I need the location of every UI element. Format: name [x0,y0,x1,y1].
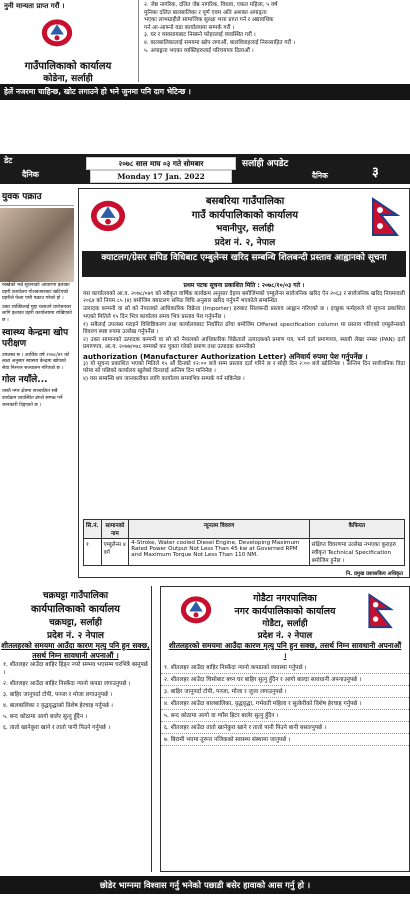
list-item: २. शीतलहर आउँदा बाहिर निस्कँदा न्यानो कपडा लगाउनुपर्छ । [3,681,131,687]
list-item: ६. तातो खानेकुरा खाने र तातो पानी पिउने गर्नुपर्छ । [3,725,111,731]
bl-municipality: चक्रघट्टा गाउँपालिका [42,591,109,601]
date-nepali: २०७८ साल माघ ०३ गते सोमबार [86,157,236,170]
spec-table [83,519,405,566]
top-office-name: गाउँपालिकाको कार्यालय [24,61,112,72]
bottom-left-notice [0,586,152,872]
notice-signatory: नि. प्रमुख प्रशासकिय अधिकृत [345,571,403,577]
header-left-label: डेट [4,156,13,165]
news-headline-gol: गोल नयाँले... [2,375,48,386]
date-english: Monday 17 Jan. 2022 [90,170,232,183]
br-municipality: गोडैटा नगरपालिका [253,593,317,604]
page-number: ३ [372,165,379,180]
notice-body [83,291,405,384]
table-header-cell: सामानको नाम [101,520,129,539]
notice-publish-date: प्रथम पटक सूचना प्रकाशित मिति : २०७८/१०/०३ गते । [183,282,305,289]
notice-paragraph: ४) यस सम्बन्धि थप जानकारीका लागि कार्यालय समयभित्र सम्पर्क गर्न सकिनेछ । [83,376,245,383]
list-item: गर्न आ-आफ्नो वडा कार्यालयमा सम्पर्क गरौं । [144,24,235,31]
news-photo [0,208,74,282]
list-item: ३. घर र व्यवसायबाट निस्कने फोहरलाई व्यवस्थित गरौं । [144,32,256,39]
news-headline-health: स्वास्थ्य केन्द्रमा खोप परीक्षण [2,327,69,349]
table-row [84,539,405,566]
nepal-emblem-icon [179,593,213,625]
notice-paragraph: यस कार्यालयको आ.व. २०७८/०७९ को स्वीकृत वार्षिक कार्यक्रम अनुसार देहाय बमोजिमको एम्बुलेन्स सार्वजनिक खरिद ऐन २०६३ र सार्वजनिक खरिद नियमावली २०६४ को नियम ८५ (४) बमोजिम क्याटलग सपिङ विधि अनुसार खरिद गर्नुपर्ने भएकोले सम्बन्धित [83,291,405,305]
bl-heading: शीतलहरको समयमा आउँदा कारण मृत्यु पनि हुन सक्छ, तसर्थ निम्न सावधानी अपनाऔं । [1,641,150,660]
header-left-daily: दैनिक [22,170,39,179]
paper-daily-label: दैनिक [312,171,328,180]
table-header-cell: न्युनतम विवरण [129,520,309,539]
news-paragraph: त्यस्तै नगर क्षेत्रमा सञ्चालित सबै कार्यक्रम व्यवस्थित ढंगले सम्पन्न गर्ने जानकारी दिइएको छ । [2,389,63,408]
news-paragraph: उपलब्ध छ । आर्थिक वर्ष २०७८/७९ को लक्ष्य अनुसार स्वास्थ्य केन्द्रमा खोपको सेवा निरन्तर सञ्चालन गरिएको छ । [2,352,70,371]
list-item: ४. बालबालिका र वृद्धवृद्धाको विशेष हेरचाह गर्नुपर्छ । [3,703,113,709]
footer-quote-bar: छोडेर भाग्नमा विश्वास गर्नु भनेको पछाडी बसेर हावाको आस गर्नु हो । [0,876,410,894]
page-header [0,154,410,184]
nepal-emblem-icon [40,16,74,48]
list-item: भएका लाभग्राहीले सामाजिक सुरक्षा भत्ता प्राप्त गर्न र अद्यावधिक [144,17,274,24]
tender-notice [78,188,410,578]
bottom-right-notice [160,586,410,872]
list-item: ३. बाहिर जानुपर्दा टोपी, पञ्जा र मोजा लगाउनुपर्छ । [3,692,113,698]
notice-paragraph: २) उक्त सामानको उत्पादक कम्पनी वा सो को नेपालको आधिकारिक विक्रेताले उत्पादकको प्रमाण पत्र, फर्म दर्ता प्रमाणपत्र, स्थायी लेखा नम्बर (PAN) दर्ता प्रमाणपत्र, आ.व. २०७७/०७८ सम्मको कर चुक्ता गरेको प्रमाण तथा उत्पादक कम्पनीको [83,337,405,351]
br-heading: शीतलहरको समयमा आउँदा कारण मृत्यु पनि हुन सक्छ, तसर्थ निम्न सावधानी अपनाऔं । [168,641,402,660]
bl-office: कार्यपालिकाको कार्यालय [31,604,120,615]
list-item: ५. बन्द कोठामा आगो बालेर सुत्नु हुँदैन । [3,714,88,720]
list-item: २. शीतलहर आउँदा चिसोबाट बच्न घर बाहिर सुत्नु हुँदैन र आगो बाल्दा सावधानी अपनाउनुपर्छ । [161,676,409,686]
table-cell: संक्षिप्त विवरणमा उल्लेख नभएका कुराहरु स्वीकृत Technical Specification बमोजिम हुनेछ । [309,539,404,566]
top-left-title: नुनी मान्यता प्राप्त गरौं । [4,2,65,10]
paper-name: सर्लाही अपडेट [242,159,289,169]
table-cell: 4-Stroke, Water cooled Diesel Engine, Developing Maximum Rated Power Output Not Less Than 45 kw at Governed RPM and Maximum Torque Not Less Than 110 NM. [129,539,309,566]
table-cell: एम्बुलेन्स ४ वर्ग [101,539,129,566]
top-office-place: कोडेना, सर्लाही [43,74,93,84]
list-item: १. शीतलहर आउँदा बाहिर निस्कँदा न्यानो कपडाको व्यवस्था गर्नुपर्छ । [161,664,409,674]
list-item: ४. बालबालिकालाई समयमा खोप लगाऔं, बालविवाहलाई निरुत्साहित गरौं । [144,39,296,46]
list-item: ४. शीतलहर आउँदा बालबालिका, वृद्धवृद्धा, गर्भवती महिला र सुत्केरीको विशेष हेरचाह गर्नुपर्छ । [161,700,409,710]
news-paragraph: रक्खेको भन्ने सूचनाको आधारमा इलाका प्रहरी कार्यालय गोलबजारबाट खटिएको प्रहरीले फेला पारी पक्राउ गरेको हो । [2,283,70,302]
top-notice-list [144,2,405,55]
notice-office: गाउँ कार्यपालिकाको कार्यालय [191,210,299,221]
notice-paragraph: authorization (Manufacturer Authorization Letter) अनिवार्य रुपमा पेश गर्नुपर्नेछ । [83,351,368,361]
notice-title: क्याटलग/ग्रेसर सपिड विधिबाट एम्बुलेन्स खरिद सम्बन्धि शिलबन्दी प्रस्ताव आह्वानको सूचना [82,251,406,277]
spec-table-header [84,520,405,539]
br-office: नगर कार्यपालिकाको कार्यालय [234,606,336,617]
list-item: ६. शीतलहर आउँदा तातो खानेकुरा खाने र तातो पानी पिउने बानी बसाल्नुपर्छ । [161,724,409,734]
list-item: १. शीतलहर आउँदा बाहिर हिंड्न नपरे सम्भव भएसम्म घरभित्रै बस्नुपर्छ । [3,662,148,676]
table-cell: १ [84,539,102,566]
br-list [161,664,409,746]
list-item: ७. बिरामी भएमा तुरुन्त नजिकको स्वास्थ्य संस्थामा जानुपर्छ । [161,736,409,746]
notice-municipality: बसबरिया गाउँपालिका [205,196,285,207]
br-province: प्रदेश नं. २ नेपाल [257,631,313,641]
notice-paragraph: १) सबैलाई उपलब्ध गराइने विशिष्टिकरण तथा कार्यालयबाट निर्धारित ढाँचा बमोजिम Offered specification column मा प्रस्ताव गरिएको एम्बुलेन्सको विवरण स्पष्ट रुपमा उल्लेख गर्नुपर्नेछ । [83,321,405,336]
notice-province: प्रदेश नं. २, नेपाल [214,238,276,248]
bl-place: चक्रघट्टा, सर्लाही [49,618,102,628]
nepal-flag-icon [367,593,395,629]
notice-place: भवानीपुर, सर्लाही [216,224,274,234]
list-item: ५. बन्द कोठामा आगो वा ग्याँस हिटर बालेर सुत्नु हुँदैन । [161,712,409,722]
notice-paragraph: ३) यो सूचना प्रकाशित भएको मितिले १५ औं दिनको १२:०० बजे सम्म प्रस्ताव दर्ता गरिने छ र सोही दिन २:०० बजे खोलिनेछ । अन्तिम दिन सार्वजनिक विदा परेमा सो पछिको कार्यालय खुलेको दिनलाई अन्तिम दिन मानिनेछ । [83,360,405,375]
list-item: २. जेष्ठ नागरिक, दलित जेष्ठ नागरिक, विधवा, एकल महिला, ५ वर्ष [144,2,278,8]
table-header-cell: कैफियत [309,520,404,539]
notice-paragraph: उत्पादक कम्पनी वा सो को नेपालको आधिकारिक विक्रेता (Importer) हरुबाट सिलबन्दी प्रस्ताव आह्वान गरिएको छ । इच्छुक फर्महरुले यो सूचना प्रकाशित भएको मितिले १५ दिन भित्र कार्यालय समय भित्र प्रस्ताव पेश गर्नुपर्नेछ । [83,306,405,320]
news-paragraph: उक्त व्यक्तिलाई मुद्दा चलाउने प्रयोजनका लागि इलाका प्रहरी कार्यालयमा राखिएको छ । [2,304,72,323]
spec-table-body [84,539,405,566]
news-headline-arrest: युवक पक्राउ [0,186,74,206]
list-item: मुनिका दलित बालबालिका र पूर्ण एवम अति अशक्त अपाङ्ता [144,9,267,16]
left-column-news [0,186,74,580]
bl-list [0,661,151,732]
bl-province: प्रदेश नं. २ नेपाल [46,631,105,641]
top-left-notice [0,0,136,82]
list-item: ३. बाहिर जानुपर्दा टोपी, पञ्जा, मोजा र जुत्ता लगाउनुपर्छ । [161,688,409,698]
table-header-cell: सि.नं. [84,520,102,539]
ticker-bar: हेलें नजरमा चाहिन्छ, खोट लगाउने हो भने जुनमा पनि दाग भेटिन्छ । [0,84,410,100]
top-right-notice [138,0,410,82]
br-place: गोडैटा, सर्लाही [262,619,308,629]
list-item: ५. अपाङ्गता भएका व्यक्तिहरुलाई परिचयपत्र दिलाऔं । [144,47,254,54]
